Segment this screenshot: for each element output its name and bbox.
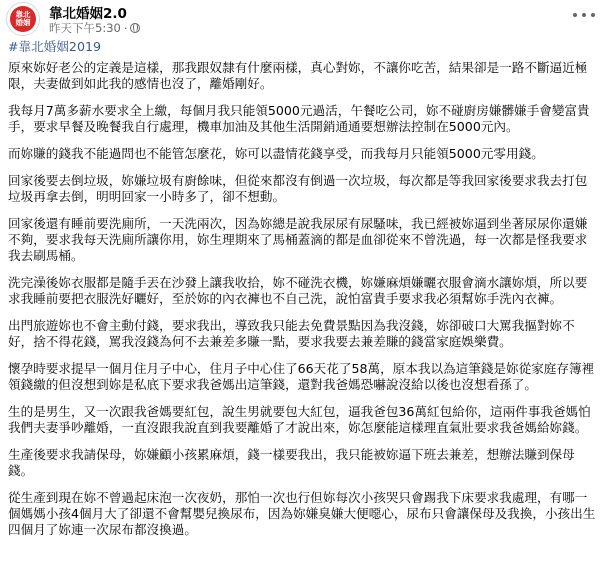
meta-separator: · [123,21,128,35]
post-paragraph: 生的是男生，又一次跟我爸媽要紅包，說生男就要包大紅包，逼我爸包36萬紅包給你，這兩件事我爸媽怕我們夫妻爭吵離婚，一直沒跟我說直到我要離婚了才說出來，妳怎麼能這樣理直氣壯要求我爸媽給妳錢。 [8,404,591,435]
post-paragraph: 懷孕時要求提早一個月住月子中心，住月子中心住了66天花了58萬，原本我以為這筆錢是妳從家庭存簿裡領錢繳的但沒想到妳是私底下要求我爸媽出這筆錢，還對我爸媽恐嚇說沒給以後也沒想看孫了。 [8,361,595,392]
post-paragraph: 洗完澡後妳衣服都是隨手丟在沙發上讓我收拾，妳不碰洗衣機，妳嫌麻煩嫌曬衣服會滴水讓妳煩，所以要求我睡前要把衣服洗好曬好，至於妳的內衣褲也不自己洗，說怕富貴手要求我必須幫妳手洗內衣褲。 [8,275,588,306]
post-header [0,0,603,40]
post-paragraph: 回家後要去倒垃圾，妳嫌垃圾有廚餘味，但從來都沒有倒過一次垃圾，每次都是等我回家後要求我去打包垃圾再拿去倒，明明回家一小時多了，卻不想動。 [8,173,588,204]
post-paragraph: 出門旅遊妳也不會主動付錢，要求我出，導致我只能去免費景點因為我沒錢，妳卻破口大罵我摳對妳不好，捨不得花錢，罵我沒錢為何不去兼差多賺一點，要求我要去兼差賺的錢當家庭娛樂費。 [8,318,575,349]
dot-icon [591,13,595,17]
globe-icon [130,23,140,33]
post-meta [49,21,140,35]
more-options-icon[interactable] [573,8,595,22]
post-paragraph: 回家後還有睡前要洗廁所，一天洗兩次，因為妳總是說我尿尿有尿騷味，我已經被妳逼到坐著尿尿你還嫌不夠，要求我每天洗廁所讓你用，妳生理期來了馬桶蓋滴的都是血卻從來不曾洗過，每一次都是怪我要求我去刷馬桶。 [8,216,588,263]
post-paragraph: 生產後要求我請保母，妳嫌顧小孩累麻煩，錢一樣要我出，我只能被妳逼下班去兼差，想辦法賺到保母錢。 [8,447,575,478]
avatar-logo-text: 靠北婚姻 [15,9,31,27]
dot-icon [573,13,577,17]
dot-icon [582,13,586,17]
post-paragraph: 我每月7萬多薪水要求全上繳，每個月我只能領5000元過活，午餐吃公司，妳不碰廚房嫌髒嫌手會變富貴手，要求早餐及晚餐我自行處理，機車加油及其他生活開銷通通要想辦法控制在5000元內。 [8,103,590,134]
avatar-stamp-logo [10,6,36,32]
post-paragraph: 而妳賺的錢我不能過問也不能管怎麼花，妳可以盡情花錢享受，而我每月只能領5000元零用錢。 [8,146,544,161]
post-content [8,39,596,549]
page-avatar[interactable] [6,2,40,36]
post-paragraph: 從生產到現在妳不曾過起床泡一次夜奶，那怕一次也行但妳每次小孩哭只會踢我下床要求我處理，有哪一個媽媽小孩4個月大了卻還不會幫嬰兒換尿布，因為妳嫌臭嫌大便噁心，尿布只會讓保母及我換，小孩出生四個月了妳連一次尿布都沒換過。 [8,490,596,537]
hashtag-link[interactable]: #靠北婚姻2019 [8,39,101,54]
post-paragraph: 原來妳好老公的定義是這樣，那我跟奴隸有什麼兩樣，真心對妳，不讓你吃苦，結果卻是一路不斷逼近極限，夫妻做到如此我的感情也沒了，離婚剛好。 [8,60,588,91]
page-name-link[interactable]: 靠北婚姻2.0 [49,6,127,22]
post-timestamp[interactable]: 昨天下午5:30 [49,21,121,35]
